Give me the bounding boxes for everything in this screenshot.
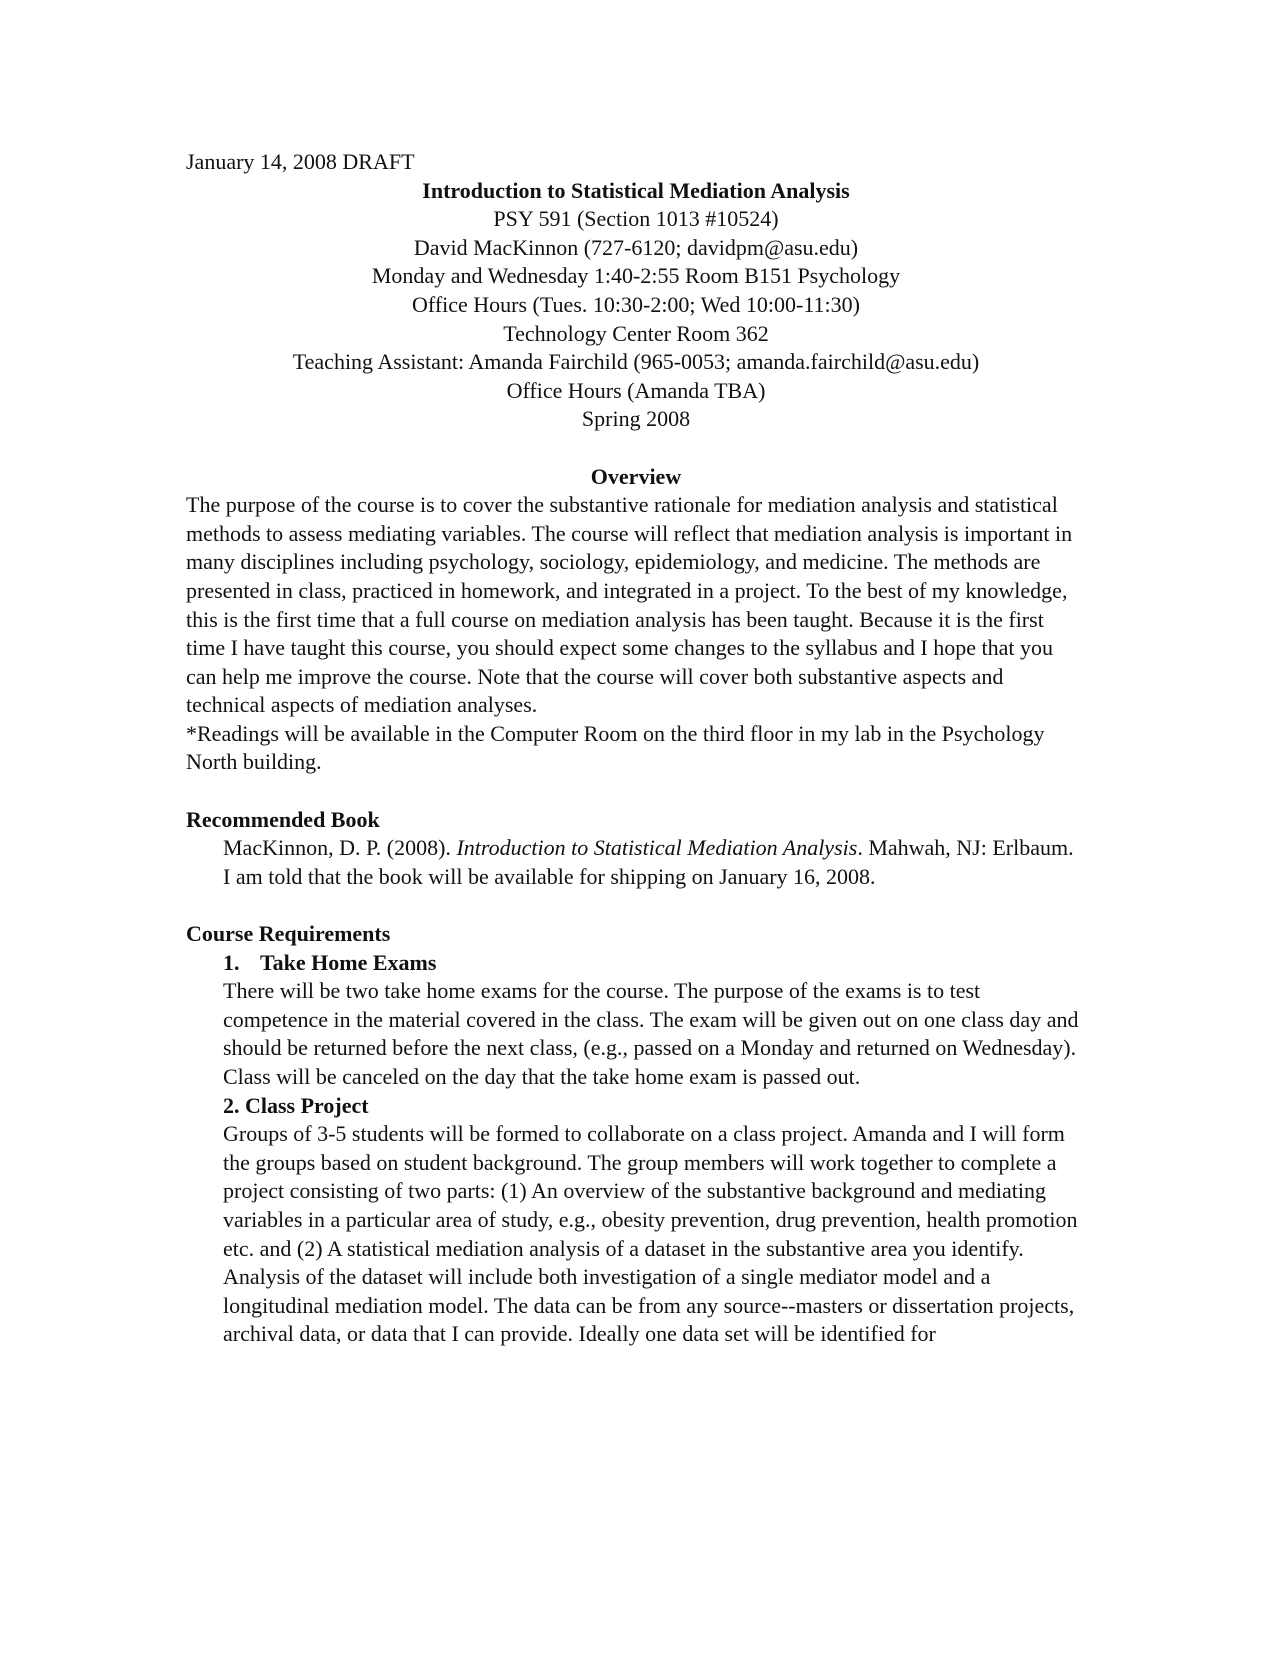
requirement-1-body: There will be two take home exams for the course. The purpose of the exams is to test competence in the material covered in the class. The exam will be given out on one class day and should be returned before the next class, (e.g., passed on a Monday and returned on Wednesday). Class will be canceled on the day that the take home exam is passed out. bbox=[223, 978, 1079, 1089]
requirement-number: 2. bbox=[223, 1092, 240, 1118]
teaching-assistant: Teaching Assistant: Amanda Fairchild (965-0053; amanda.fairchild@asu.edu) bbox=[292, 349, 980, 375]
spacer bbox=[186, 777, 1086, 806]
spacer bbox=[186, 434, 1086, 463]
office-hours: Office Hours (Tues. 10:30-2:00; Wed 10:00-11:30) bbox=[412, 291, 860, 317]
instructor-info: David MacKinnon (727-6120; davidpm@asu.edu) bbox=[413, 234, 859, 260]
course-title: Introduction to Statistical Mediation Analysis bbox=[422, 177, 850, 203]
course-number: PSY 591 (Section 1013 #10524) bbox=[493, 206, 779, 232]
ta-office-hours: Office Hours (Amanda TBA) bbox=[506, 377, 766, 403]
syllabus-content bbox=[186, 148, 1086, 1349]
citation-title: Introduction to Statistical Mediation Analysis bbox=[456, 835, 858, 861]
course-requirements-heading: Course Requirements bbox=[186, 921, 391, 947]
requirement-title: Take Home Exams bbox=[260, 949, 437, 975]
overview-heading: Overview bbox=[590, 463, 682, 489]
overview-body: The purpose of the course is to cover the substantive rationale for mediation analysis and statistical methods to assess mediating variables. The course will reflect that mediation analysis is important in many disciplines including psychology, sociology, epidemiology, and medicine. The methods are presented in class, practiced in homework, and integrated in a project. To the best of my knowledge, this is the first time that a full course on mediation analysis has been taught. Because it is the first time I have taught this course, you should expect some changes to the syllabus and I hope that you can help me improve the course. Note that the course will cover both substantive aspects and technical aspects of mediation analyses. bbox=[186, 492, 1073, 718]
class-schedule: Monday and Wednesday 1:40-2:55 Room B151 Psychology bbox=[371, 263, 901, 289]
requirement-number: 1. bbox=[223, 949, 240, 975]
spacer bbox=[186, 891, 1086, 920]
term: Spring 2008 bbox=[581, 406, 691, 432]
book-citation bbox=[223, 834, 1086, 891]
requirement-2-body: Groups of 3-5 students will be formed to collaborate on a class project. Amanda and I will form the groups based on student background. The group members will work together to complete a project consisting of two parts: (1) An overview of the substantive background and mediating variables in a particular area of study, e.g., obesity prevention, drug prevention, health promotion etc. and (2) A statistical mediation analysis of a dataset in the substantive area you identify. Analysis of the dataset will include both investigation of a single mediator model and a longitudinal mediation model. The data can be from any source--masters or dissertation projects, archival data, or data that I can provide. Ideally one data set will be identified for bbox=[223, 1121, 1078, 1347]
office-location: Technology Center Room 362 bbox=[503, 320, 769, 346]
recommended-book-heading: Recommended Book bbox=[186, 806, 380, 832]
requirement-1-heading bbox=[223, 949, 1086, 978]
requirement-title: Class Project bbox=[245, 1092, 369, 1118]
readings-note: *Readings will be available in the Computer Room on the third floor in my lab in the Psychology North building. bbox=[186, 720, 1045, 775]
draft-date: January 14, 2008 DRAFT bbox=[186, 149, 415, 174]
citation-suffix: . Mahwah, NJ: Erlbaum. I am told that the book will be available for shipping on January 16, 2008. bbox=[223, 835, 1074, 889]
requirement-2-heading bbox=[223, 1092, 1086, 1121]
citation-prefix: MacKinnon, D. P. (2008). bbox=[223, 835, 457, 861]
